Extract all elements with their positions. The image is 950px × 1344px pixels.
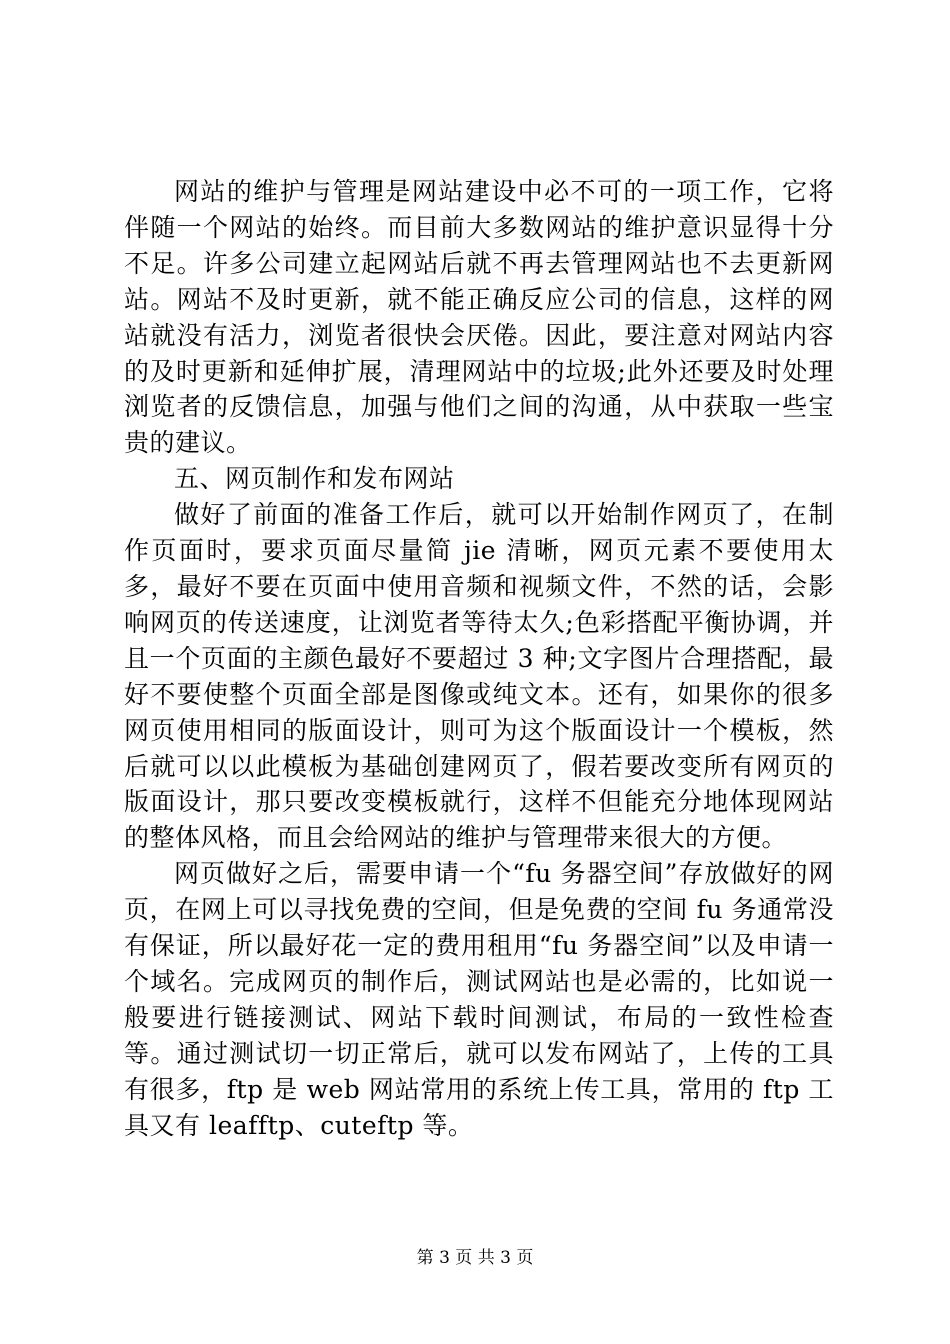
page-footer: 第 3 页 共 3 页	[416, 1248, 534, 1268]
paragraph-maintenance: 网站的维护与管理是网站建设中必不可的一项工作，它将伴随一个网站的始终。而目前大多数网站的维护意识显得十分不足。许多公司建立起网站后就不再去管理网站也不去更新网站。网站不及时更新，就不能正确反应公司的信息，这样的网站就没有活力，浏览者很快会厌倦。因此，要注意对网站内容的及时更新和延伸扩展，清理网站中的垃圾;此外还要及时处理浏览者的反馈信息，加强与他们之间的沟通，从中获取一些宝贵的建议。	[124, 177, 834, 458]
section-heading-5: 五、网页制作和发布网站	[174, 464, 455, 494]
document-body	[124, 174, 834, 1143]
paragraph-page-production: 做好了前面的准备工作后，就可以开始制作网页了，在制作页面时，要求页面尽量简 jie 清晰，网页元素不要使用太多，最好不要在页面中使用音频和视频文件，不然的话，会影响网页的传送速度，让浏览者等待太久;色彩搭配平衡协调，并且一个页面的主颜色最好不要超过 3 种;文字图片合理搭配，最好不要使整个页面全部是图像或纯文本。还有，如果你的很多网页使用相同的版面设计，则可为这个版面设计一个模板，然后就可以以此模板为基础创建网页了，假若要改变所有网页的版面设计，那只要改变模板就行，这样不但能充分地体现网站的整体风格，而且会给网站的维护与管理带来很大的方便。	[124, 500, 834, 853]
paragraph-publishing: 网页做好之后，需要申请一个“fu 务器空间”存放做好的网页，在网上可以寻找免费的空间，但是免费的空间 fu 务通常没有保证，所以最好花一定的费用租用“fu 务器空间”以及申请一个域名。完成网页的制作后，测试网站也是必需的，比如说一般要进行链接测试、网站下载时间测试，布局的一致性检查等。通过测试切一切正常后，就可以发布网站了，上传的工具有很多，ftp 是 web 网站常用的系统上传工具，常用的 ftp 工具又有 leafftp、cuteftp 等。	[124, 859, 834, 1140]
